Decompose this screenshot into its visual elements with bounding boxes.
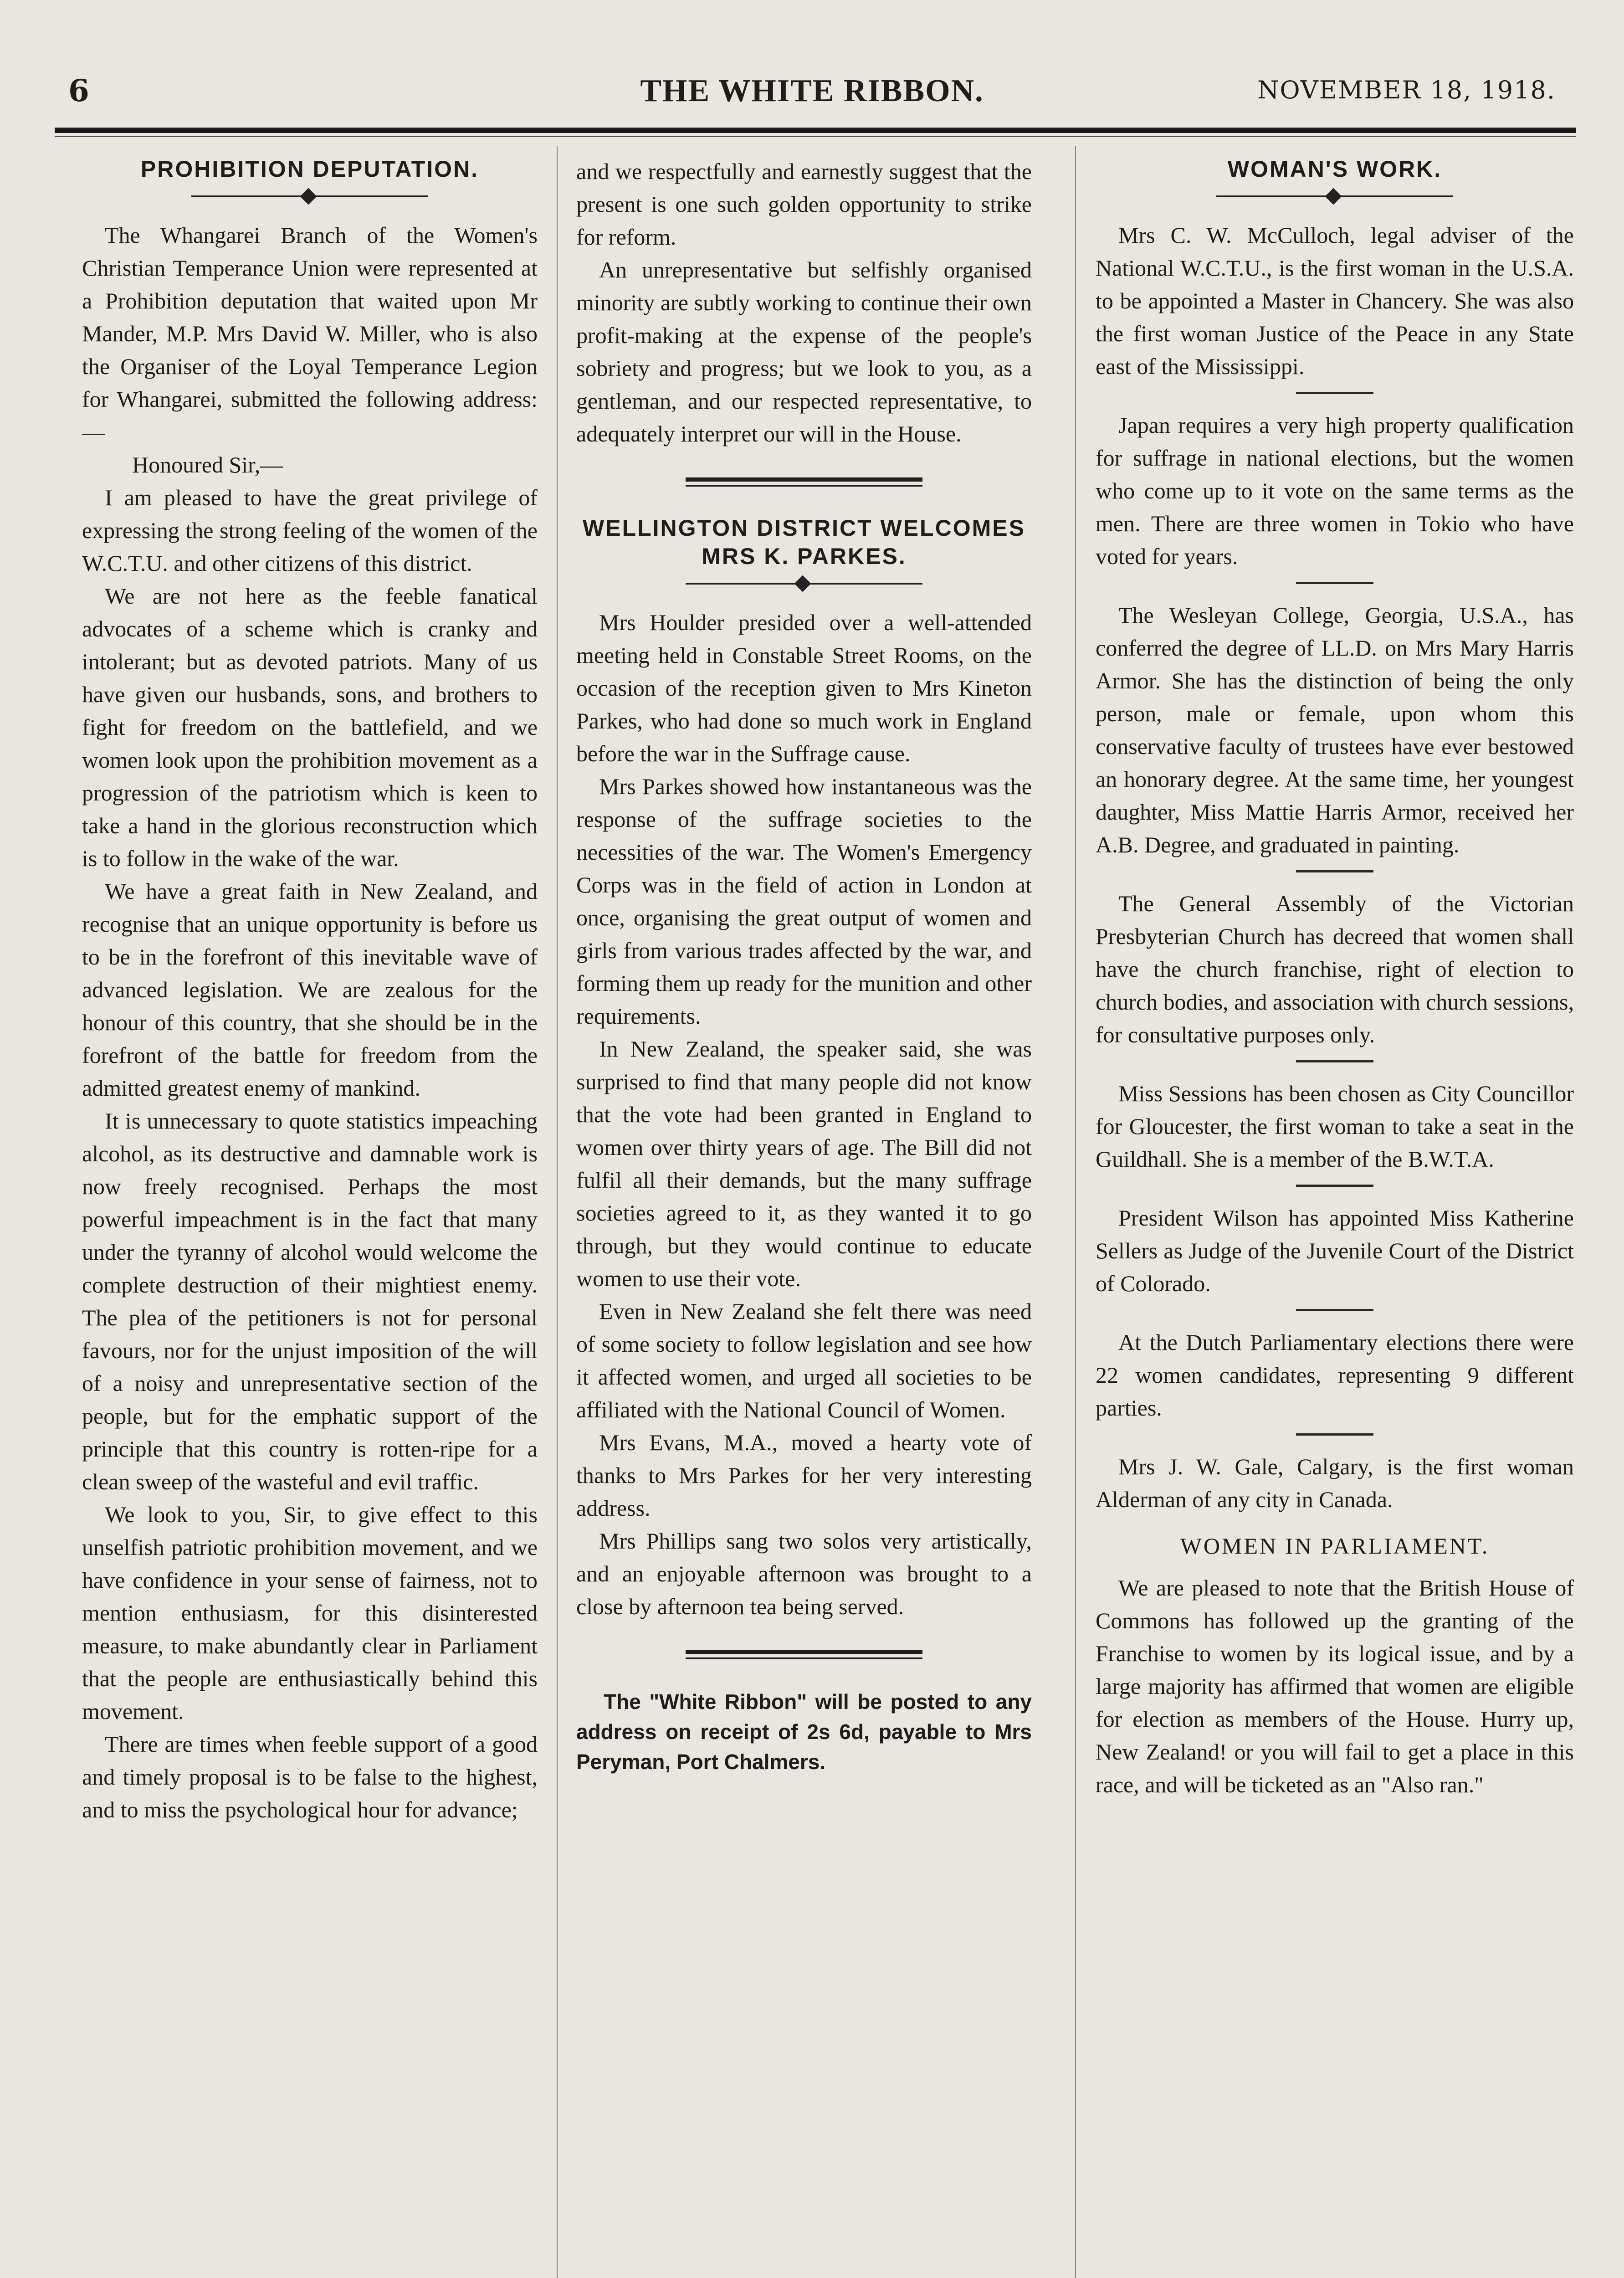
news-item: President Wilson has appointed Miss Katherine Sellers as Judge of the Juvenile Court of the District of Colorado.: [1096, 1205, 1574, 1296]
masthead-rule: [55, 128, 1576, 133]
salutation: Honoured Sir,—: [132, 452, 283, 477]
news-item: The General Assembly of the Victorian Presbyterian Church has decreed that women shall have the church franchise, right of election to church bodies, and association with church sessions, for consultative purposes only.: [1096, 891, 1574, 1047]
article-paragraph: I am pleased to have the great privilege of expressing the strong feeling of the women of the W.C.T.U. and other citizens of this district.: [82, 485, 538, 576]
article-headline: WELLINGTON DISTRICT WELCOMES MRS K. PARKES.: [583, 515, 1025, 569]
issue-date: NOVEMBER 18, 1918.: [1257, 76, 1556, 104]
item-separator: [1296, 392, 1373, 394]
continued-paragraph: An unrepresentative but selfishly organised minority are subtly working to continue their own profit-making at the expense of the people's sobriety and progress; but we look to you, as a gentleman, and our respected representative, to adequately interpret our will in the House.: [576, 257, 1032, 446]
item-separator: [1296, 1309, 1373, 1311]
article-paragraph: Mrs Evans, M.A., moved a hearty vote of thanks to Mrs Parkes for her very interesting address.: [576, 1430, 1032, 1521]
page-number: 6: [68, 73, 89, 108]
news-item: Japan requires a very high property qualification for suffrage in national elections, but the women who come up to it vote on the same terms as the men. There are three women in Tokio who have voted for years.: [1096, 412, 1574, 569]
column-divider: [557, 146, 558, 2278]
section-divider: [686, 1650, 922, 1659]
masthead: [0, 0, 1624, 137]
running-title: THE WHITE RIBBON.: [640, 73, 984, 108]
column-divider: [1075, 146, 1076, 2278]
subscription-notice: The "White Ribbon" will be posted to any address on receipt of 2s 6d, payable to Mrs Peryman, Port Chalmers.: [576, 1690, 1032, 1774]
article-paragraph: We are pleased to note that the British House of Commons has followed up the granting of the Franchise to women by its logical issue, and by a large majority has affirmed that women are eligible for election as members of the House. Hurry up, New Zealand! or you will fail to get a place in this race, and will be ticketed as an "Also ran.": [1096, 1575, 1574, 1797]
item-separator: [1296, 1433, 1373, 1436]
article-paragraph: Mrs Houlder presided over a well-attended meeting held in Constable Street Rooms, on the occasion of the reception given to Mrs Kineton Parkes, who had done so much work in England before the war in the Suffrage cause.: [576, 610, 1032, 766]
section-subhead: WOMEN IN PARLIAMENT.: [1180, 1533, 1490, 1559]
item-separator: [1296, 582, 1373, 584]
article-paragraph: We look to you, Sir, to give effect to this unselfish patriotic prohibition movement, and we have confidence in your sense of fairness, not to mention enthusiasm, for this disinterested measure, to make abundantly clear in Parliament that the people are enthusiastically behind this movement.: [82, 1502, 538, 1724]
article-headline: PROHIBITION DEPUTATION.: [140, 156, 479, 182]
ornament-divider: [1216, 190, 1453, 203]
news-item: At the Dutch Parliamentary elections there were 22 women candidates, representing 9 different parties.: [1096, 1329, 1574, 1421]
continued-paragraph: and we respectfully and earnestly suggest that the present is one such golden opportunity to strike for reform.: [576, 159, 1032, 250]
news-item: The Wesleyan College, Georgia, U.S.A., has conferred the degree of LL.D. on Mrs Mary Harris Armor. She has the distinction of being the only person, male or female, upon whom this conservative faculty of trustees have ever bestowed an honorary degree. At the same time, her youngest daughter, Miss Mattie Harris Armor, received her A.B. Degree, and graduated in painting.: [1096, 602, 1574, 857]
column-1: [82, 155, 538, 1826]
article-paragraph: The Whangarei Branch of the Women's Christian Temperance Union were represented at a Prohibition deputation that waited upon Mr Mander, M.P. Mrs David W. Miller, who is also the Organiser of the Loyal Temperance Legion for Whangarei, submitted the following address:—: [82, 222, 538, 445]
article-paragraph: Mrs Parkes showed how instantaneous was the response of the suffrage societies to the necessities of the war. The Women's Emergency Corps was in the field of action in London at once, organising the great output of women and girls from various trades affected by the war, and forming them up ready for the munition and other requirements.: [576, 774, 1032, 1029]
ornament-divider: [686, 577, 922, 590]
article-paragraph: Mrs Phillips sang two solos very artistically, and an enjoyable afternoon was brought to a close by afternoon tea being served.: [576, 1528, 1032, 1619]
column-2: [576, 155, 1032, 1777]
column-3: [1096, 155, 1574, 1801]
section-divider: [686, 477, 922, 487]
article-paragraph: Even in New Zealand she felt there was need of some society to follow legislation and see how it affected women, and urged all societies to be affiliated with the National Council of Women.: [576, 1298, 1032, 1422]
news-item: Miss Sessions has been chosen as City Councillor for Gloucester, the first woman to take a seat in the Guildhall. She is a member of the B.W.T.A.: [1096, 1081, 1574, 1172]
item-separator: [1296, 870, 1373, 872]
masthead-rule-thin: [55, 136, 1576, 137]
news-item: Mrs C. W. McCulloch, legal adviser of the National W.C.T.U., is the first woman in the U.S.A. to be appointed a Master in Chancery. She was also the first woman Justice of the Peace in any State east of the Mississippi.: [1096, 222, 1574, 379]
article-paragraph: We are not here as the feeble fanatical advocates of a scheme which is cranky and intolerant; but as devoted patriots. Many of us have given our husbands, sons, and brothers to fight for freedom on the battlefield, and we women look upon the prohibition movement as a progression of the patriotism which is keen to take a hand in the glorious reconstruction which is to follow in the wake of the war.: [82, 583, 538, 871]
article-paragraph: It is unnecessary to quote statistics impeaching alcohol, as its destructive and damnable work is now freely recognised. Perhaps the most powerful impeachment is in the fact that many under the tyranny of alcohol would welcome the complete destruction of their mightiest enemy. The plea of the petitioners is not for personal favours, nor for the unjust imposition of the will of a noisy and unrepresentative section of the people, but for the emphatic support of the principle that this country is rotten-ripe for a clean sweep of the wasteful and evil traffic.: [82, 1108, 538, 1494]
ornament-divider: [191, 190, 428, 203]
article-paragraph: There are times when feeble support of a good and timely proposal is to be false to the highest, and to miss the psychological hour for advance;: [82, 1731, 538, 1822]
article-headline: WOMAN'S WORK.: [1227, 156, 1442, 182]
news-item: Mrs J. W. Gale, Calgary, is the first woman Alderman of any city in Canada.: [1096, 1454, 1574, 1512]
item-separator: [1296, 1185, 1373, 1187]
article-paragraph: We have a great faith in New Zealand, and recognise that an unique opportunity is before us to be in the forefront of this inevitable wave of advanced legislation. We are zealous for the honour of this country, that she should be in the forefront of the battle for freedom from the admitted greatest enemy of mankind.: [82, 878, 538, 1101]
item-separator: [1296, 1060, 1373, 1062]
article-paragraph: In New Zealand, the speaker said, she was surprised to find that many people did not know that the vote had been granted in England to women over thirty years of age. The Bill did not fulfil all their demands, but the many suffrage societies agreed to it, as they wanted it to go through, but they would continue to educate women to use their vote.: [576, 1036, 1032, 1291]
